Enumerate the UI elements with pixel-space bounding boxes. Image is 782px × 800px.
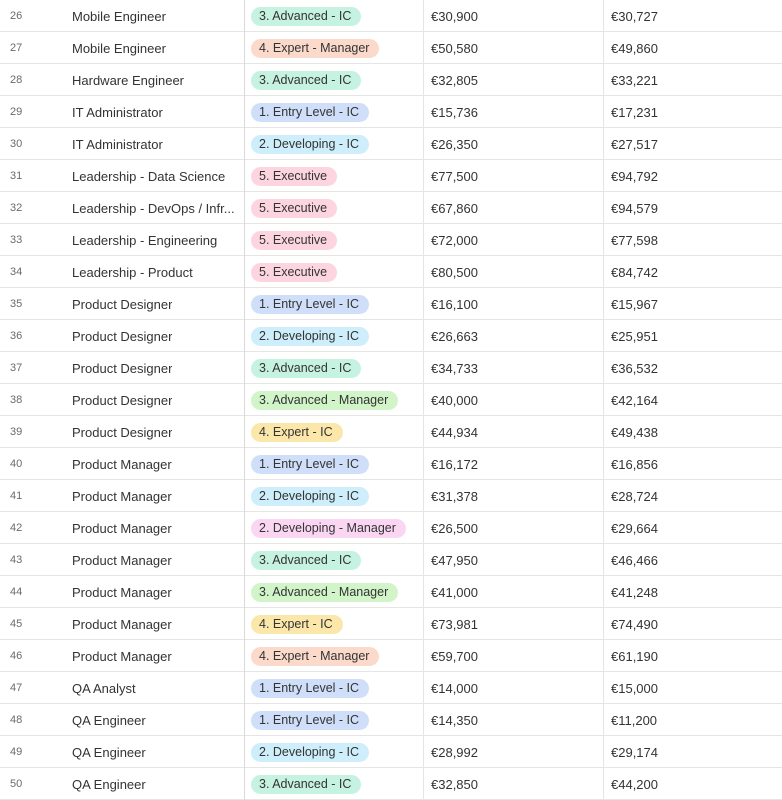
row-number: 29 bbox=[10, 106, 23, 118]
level-cell[interactable] bbox=[244, 352, 424, 384]
role-text: Product Designer bbox=[72, 392, 173, 408]
role-text: QA Engineer bbox=[72, 776, 146, 792]
level-tag: 5. Executive bbox=[251, 263, 337, 282]
level-cell[interactable] bbox=[244, 192, 424, 224]
role-cell[interactable] bbox=[66, 736, 244, 768]
salary-cell[interactable]: €94,792 bbox=[611, 168, 658, 184]
role-cell[interactable] bbox=[66, 160, 244, 192]
table-row[interactable] bbox=[0, 256, 782, 288]
table-row[interactable] bbox=[0, 416, 782, 448]
level-tag: 5. Executive bbox=[251, 231, 337, 250]
table-row[interactable] bbox=[0, 608, 782, 640]
table-row[interactable] bbox=[0, 192, 782, 224]
level-cell[interactable] bbox=[244, 224, 424, 256]
row-number: 43 bbox=[10, 554, 23, 566]
row-number: 41 bbox=[10, 490, 23, 502]
role-text: Product Manager bbox=[72, 520, 172, 536]
row-number: 28 bbox=[10, 74, 23, 86]
salary-cell[interactable]: €49,860 bbox=[611, 40, 658, 56]
table-row[interactable] bbox=[0, 224, 782, 256]
role-text: QA Engineer bbox=[72, 744, 146, 760]
salary-cell[interactable]: €84,742 bbox=[611, 264, 658, 280]
salary-cell[interactable]: €16,100 bbox=[424, 288, 604, 320]
role-cell[interactable] bbox=[66, 608, 244, 640]
salary-cell[interactable]: €15,967 bbox=[611, 296, 658, 312]
salary-cell[interactable]: €40,000 bbox=[424, 384, 604, 416]
row-number: 48 bbox=[10, 714, 23, 726]
row-number: 44 bbox=[10, 586, 23, 598]
level-cell[interactable] bbox=[244, 0, 424, 32]
row-number: 35 bbox=[10, 298, 23, 310]
salary-cell[interactable]: €80,500 bbox=[424, 256, 604, 288]
salary-cell[interactable]: €74,490 bbox=[611, 616, 658, 632]
salary-cell[interactable]: €41,248 bbox=[611, 584, 658, 600]
row-number: 42 bbox=[10, 522, 23, 534]
table-row[interactable] bbox=[0, 768, 782, 800]
salary-cell[interactable]: €31,378 bbox=[424, 480, 604, 512]
level-tag: 3. Advanced - IC bbox=[251, 775, 361, 794]
role-cell[interactable] bbox=[66, 416, 244, 448]
role-cell[interactable] bbox=[66, 480, 244, 512]
level-cell[interactable] bbox=[244, 160, 424, 192]
role-text: Product Manager bbox=[72, 552, 172, 568]
level-tag: 2. Developing - IC bbox=[251, 135, 369, 154]
salary-cell[interactable]: €61,190 bbox=[611, 648, 658, 664]
salary-cell[interactable]: €28,992 bbox=[424, 736, 604, 768]
salary-cell[interactable]: €94,579 bbox=[611, 200, 658, 216]
level-tag: 4. Expert - IC bbox=[251, 615, 343, 634]
salary-cell[interactable]: €42,164 bbox=[611, 392, 658, 408]
row-number: 26 bbox=[10, 10, 23, 22]
level-cell[interactable] bbox=[244, 128, 424, 160]
level-tag: 5. Executive bbox=[251, 199, 337, 218]
table-row[interactable] bbox=[0, 704, 782, 736]
salary-cell[interactable]: €17,231 bbox=[611, 104, 658, 120]
row-number: 30 bbox=[10, 138, 23, 150]
salary-cell[interactable]: €26,663 bbox=[424, 320, 604, 352]
row-number: 34 bbox=[10, 266, 23, 278]
level-cell[interactable] bbox=[244, 288, 424, 320]
level-tag: 1. Entry Level - IC bbox=[251, 295, 369, 314]
level-tag: 2. Developing - IC bbox=[251, 327, 369, 346]
level-tag: 5. Executive bbox=[251, 167, 337, 186]
row-number: 47 bbox=[10, 682, 23, 694]
role-text: Product Designer bbox=[72, 296, 173, 312]
role-text: Product Designer bbox=[72, 424, 173, 440]
level-tag: 3. Advanced - IC bbox=[251, 7, 361, 26]
table-row[interactable] bbox=[0, 448, 782, 480]
table-row[interactable] bbox=[0, 576, 782, 608]
role-cell[interactable] bbox=[66, 352, 244, 384]
table-row[interactable] bbox=[0, 544, 782, 576]
role-text: Product Manager bbox=[72, 584, 172, 600]
row-number: 36 bbox=[10, 330, 23, 342]
level-cell[interactable] bbox=[244, 320, 424, 352]
role-text: Mobile Engineer bbox=[72, 40, 166, 56]
table-row[interactable] bbox=[0, 320, 782, 352]
role-cell[interactable] bbox=[66, 96, 244, 128]
role-text: Product Manager bbox=[72, 488, 172, 504]
role-text: Mobile Engineer bbox=[72, 8, 166, 24]
salary-cell[interactable]: €28,724 bbox=[611, 488, 658, 504]
role-cell[interactable] bbox=[66, 704, 244, 736]
salary-cell[interactable]: €41,000 bbox=[424, 576, 604, 608]
level-cell[interactable] bbox=[244, 576, 424, 608]
level-cell[interactable] bbox=[244, 672, 424, 704]
salary-cell[interactable]: €14,000 bbox=[424, 672, 604, 704]
salary-cell[interactable]: €32,850 bbox=[424, 768, 604, 800]
salary-cell[interactable]: €16,856 bbox=[611, 456, 658, 472]
role-text: QA Engineer bbox=[72, 712, 146, 728]
level-tag: 4. Expert - IC bbox=[251, 423, 343, 442]
role-cell[interactable] bbox=[66, 448, 244, 480]
salary-cell[interactable]: €15,736 bbox=[424, 96, 604, 128]
row-number: 31 bbox=[10, 170, 23, 182]
level-cell[interactable] bbox=[244, 64, 424, 96]
salary-cell[interactable]: €25,951 bbox=[611, 328, 658, 344]
level-tag: 4. Expert - Manager bbox=[251, 647, 379, 666]
role-cell[interactable] bbox=[66, 0, 244, 32]
role-cell[interactable] bbox=[66, 128, 244, 160]
salary-cell[interactable]: €32,805 bbox=[424, 64, 604, 96]
role-cell[interactable] bbox=[66, 576, 244, 608]
salary-cell[interactable]: €59,700 bbox=[424, 640, 604, 672]
table-row[interactable] bbox=[0, 128, 782, 160]
role-text: Leadership - Engineering bbox=[72, 232, 218, 248]
level-tag: 3. Advanced - IC bbox=[251, 71, 361, 90]
table-row[interactable] bbox=[0, 480, 782, 512]
role-text: Product Manager bbox=[72, 616, 172, 632]
role-text: QA Analyst bbox=[72, 680, 136, 696]
role-cell[interactable] bbox=[66, 672, 244, 704]
salary-cell[interactable]: €67,860 bbox=[424, 192, 604, 224]
row-number: 38 bbox=[10, 394, 23, 406]
level-tag: 3. Advanced - Manager bbox=[251, 391, 398, 410]
role-cell[interactable] bbox=[66, 512, 244, 544]
level-cell[interactable] bbox=[244, 448, 424, 480]
row-number: 37 bbox=[10, 362, 23, 374]
salary-cell[interactable]: €44,934 bbox=[424, 416, 604, 448]
salary-cell[interactable]: €33,221 bbox=[611, 72, 658, 88]
row-number: 39 bbox=[10, 426, 23, 438]
level-cell[interactable] bbox=[244, 32, 424, 64]
level-tag: 1. Entry Level - IC bbox=[251, 711, 369, 730]
row-number: 49 bbox=[10, 746, 23, 758]
level-tag: 1. Entry Level - IC bbox=[251, 679, 369, 698]
level-tag: 2. Developing - IC bbox=[251, 743, 369, 762]
role-text: Leadership - DevOps / Infr... bbox=[72, 200, 235, 216]
row-number: 45 bbox=[10, 618, 23, 630]
level-tag: 4. Expert - Manager bbox=[251, 39, 379, 58]
table-row[interactable] bbox=[0, 0, 782, 32]
salary-cell[interactable]: €50,580 bbox=[424, 32, 604, 64]
level-cell[interactable] bbox=[244, 768, 424, 800]
row-number: 40 bbox=[10, 458, 23, 470]
salary-cell[interactable]: €47,950 bbox=[424, 544, 604, 576]
table-row[interactable] bbox=[0, 736, 782, 768]
row-number: 46 bbox=[10, 650, 23, 662]
row-number: 32 bbox=[10, 202, 23, 214]
salary-cell[interactable]: €77,598 bbox=[611, 232, 658, 248]
salary-cell[interactable]: €77,500 bbox=[424, 160, 604, 192]
role-cell[interactable] bbox=[66, 544, 244, 576]
table-row[interactable] bbox=[0, 288, 782, 320]
level-cell[interactable] bbox=[244, 544, 424, 576]
level-cell[interactable] bbox=[244, 704, 424, 736]
level-cell[interactable] bbox=[244, 256, 424, 288]
table-row[interactable] bbox=[0, 384, 782, 416]
level-cell[interactable] bbox=[244, 736, 424, 768]
role-cell[interactable] bbox=[66, 768, 244, 800]
salary-cell[interactable]: €30,727 bbox=[611, 8, 658, 24]
salary-cell[interactable]: €14,350 bbox=[424, 704, 604, 736]
table-row[interactable] bbox=[0, 640, 782, 672]
role-cell[interactable] bbox=[66, 384, 244, 416]
role-text: Product Manager bbox=[72, 648, 172, 664]
table-row[interactable] bbox=[0, 512, 782, 544]
level-tag: 1. Entry Level - IC bbox=[251, 103, 369, 122]
table-row[interactable] bbox=[0, 96, 782, 128]
table-row[interactable] bbox=[0, 160, 782, 192]
salary-cell[interactable]: €44,200 bbox=[611, 776, 658, 792]
role-text: IT Administrator bbox=[72, 136, 163, 152]
level-cell[interactable] bbox=[244, 416, 424, 448]
row-number: 27 bbox=[10, 42, 23, 54]
row-number: 50 bbox=[10, 778, 23, 790]
level-tag: 3. Advanced - IC bbox=[251, 359, 361, 378]
salary-cell[interactable]: €36,532 bbox=[611, 360, 658, 376]
role-text: Product Designer bbox=[72, 360, 173, 376]
role-cell[interactable] bbox=[66, 288, 244, 320]
table-row[interactable] bbox=[0, 32, 782, 64]
salary-cell[interactable]: €26,350 bbox=[424, 128, 604, 160]
level-tag: 3. Advanced - IC bbox=[251, 551, 361, 570]
role-cell[interactable] bbox=[66, 320, 244, 352]
salary-cell[interactable]: €15,000 bbox=[611, 680, 658, 696]
level-cell[interactable] bbox=[244, 608, 424, 640]
role-cell[interactable] bbox=[66, 64, 244, 96]
level-cell[interactable] bbox=[244, 96, 424, 128]
role-text: Product Designer bbox=[72, 328, 173, 344]
level-cell[interactable] bbox=[244, 480, 424, 512]
table-row[interactable] bbox=[0, 672, 782, 704]
level-tag: 2. Developing - Manager bbox=[251, 519, 406, 538]
salary-cell[interactable]: €73,981 bbox=[424, 608, 604, 640]
role-text: Product Manager bbox=[72, 456, 172, 472]
salary-cell[interactable]: €29,174 bbox=[611, 744, 658, 760]
level-tag: 1. Entry Level - IC bbox=[251, 455, 369, 474]
salary-cell[interactable]: €26,500 bbox=[424, 512, 604, 544]
role-cell[interactable] bbox=[66, 640, 244, 672]
role-text: Leadership - Product bbox=[72, 264, 193, 280]
salary-cell[interactable]: €27,517 bbox=[611, 136, 658, 152]
salary-cell[interactable]: €11,200 bbox=[611, 712, 658, 728]
level-cell[interactable] bbox=[244, 384, 424, 416]
salary-cell[interactable]: €34,733 bbox=[424, 352, 604, 384]
row-number: 33 bbox=[10, 234, 23, 246]
salary-cell[interactable]: €72,000 bbox=[424, 224, 604, 256]
salary-cell[interactable]: €29,664 bbox=[611, 520, 658, 536]
role-cell[interactable] bbox=[66, 32, 244, 64]
table-row[interactable] bbox=[0, 64, 782, 96]
level-tag: 3. Advanced - Manager bbox=[251, 583, 398, 602]
role-cell[interactable] bbox=[66, 192, 244, 224]
role-cell[interactable] bbox=[66, 224, 244, 256]
role-text: IT Administrator bbox=[72, 104, 163, 120]
salary-cell[interactable]: €46,466 bbox=[611, 552, 658, 568]
level-tag: 2. Developing - IC bbox=[251, 487, 369, 506]
role-text: Leadership - Data Science bbox=[72, 168, 226, 184]
level-cell[interactable] bbox=[244, 512, 424, 544]
salary-cell[interactable]: €49,438 bbox=[611, 424, 658, 440]
role-text: Hardware Engineer bbox=[72, 72, 185, 88]
role-cell[interactable] bbox=[66, 256, 244, 288]
salary-cell[interactable]: €16,172 bbox=[424, 448, 604, 480]
salary-cell[interactable]: €30,900 bbox=[424, 0, 604, 32]
table-row[interactable] bbox=[0, 352, 782, 384]
level-cell[interactable] bbox=[244, 640, 424, 672]
